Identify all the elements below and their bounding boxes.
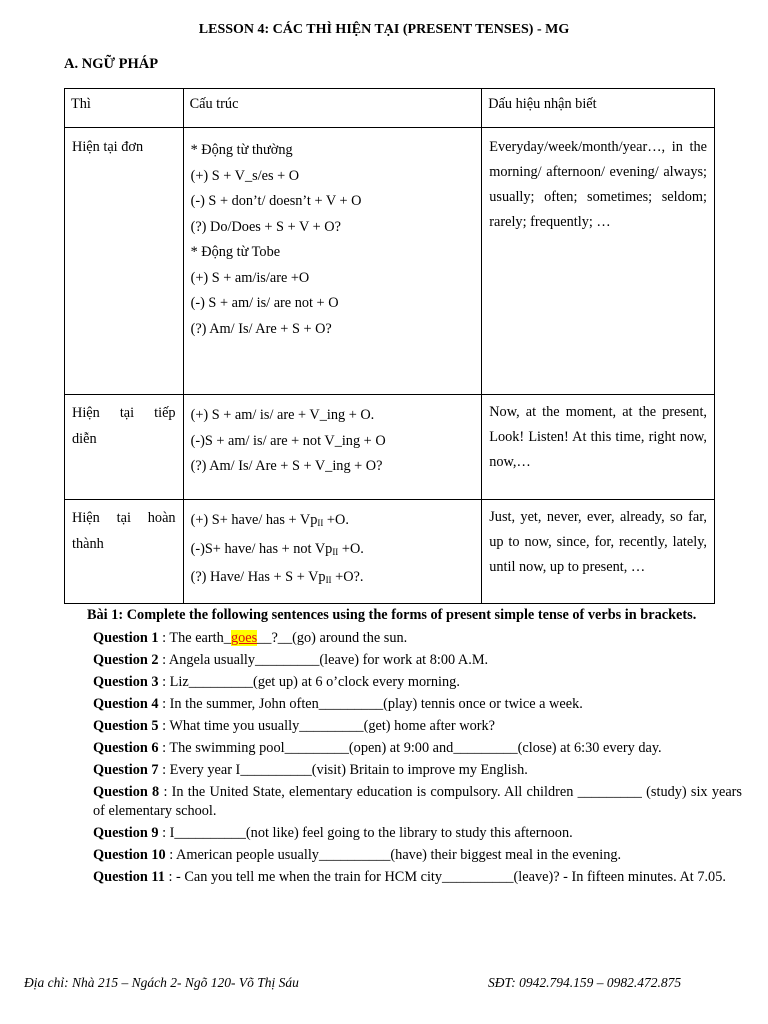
exercise-title: Bài 1: Complete the following sentences using the forms of present simple tense of verbs in brackets.: [87, 607, 697, 623]
question-label: Question 6: [93, 740, 159, 756]
structure-cell: [183, 128, 482, 395]
question-label: Question 2: [93, 652, 159, 668]
structure-line: (+) S + am/is/are +O: [190, 269, 310, 286]
question-item: Question 9 : I__________(not like) feel going to the library to study this afternoon.: [93, 825, 573, 841]
signs-cell: [482, 500, 715, 604]
header-cell-structure: Cấu trúc: [183, 89, 482, 128]
footer-address: Địa chỉ: Nhà 215 – Ngách 2- Ngõ 120- Võ Thị Sáu: [24, 975, 299, 990]
structure-cell: [183, 395, 482, 500]
question-label: Question 8: [93, 784, 160, 800]
structure-line: (+) S + V_s/es + O: [190, 167, 300, 184]
tense-name: Hiện tại tiếp diễn: [72, 405, 176, 447]
question-label: Question 3: [93, 674, 159, 690]
question-label: Question 1: [93, 630, 159, 646]
header-cell-signs: Dấu hiệu nhận biết: [482, 89, 715, 128]
table-header-row: [65, 89, 715, 128]
structure-line: (?) Do/Does + S + V + O?: [190, 218, 341, 235]
lesson-title: LESSON 4: CÁC THÌ HIỆN TẠI (PRESENT TENSES) - MG: [198, 22, 570, 37]
question-label: Question 9: [93, 825, 159, 841]
question-label: Question 5: [93, 718, 159, 734]
question-item: Question 2 : Angela usually_________(leave) for work at 8:00 A.M.: [93, 652, 489, 668]
structure-line: (+) S + am/ is/ are + V_ing + O.: [190, 407, 375, 423]
structure-line: (-) S + am/ is/ are not + O: [190, 295, 339, 311]
table-row-present-continuous: [65, 395, 715, 500]
structure-line: (?) Have/ Has + $S + Vp_{II} +O$?.: [190, 569, 364, 585]
header-cell-tense: Thì: [65, 89, 184, 128]
signs-cell: [482, 395, 715, 500]
structure-cell: [183, 500, 482, 604]
structure-line: (+) S+ have/ has + $Vp_{II} +O$.: [190, 512, 349, 528]
tense-name: Hiện tại hoàn thành: [72, 510, 176, 552]
table-row-present-perfect: [65, 500, 715, 604]
structure-line: (-)S + am/ is/ are + not V_ing + O: [190, 432, 386, 449]
question-item: Question 4 : In the summer, John often_________(play) tennis once or twice a week.: [93, 696, 583, 712]
question-item: Question 5 : What time you usually_________(get) home after work?: [93, 718, 495, 734]
question-item: Question 3 : Liz_________(get up) at 6 o’clock every morning.: [93, 674, 460, 690]
structure-line: * Động từ thường: [190, 142, 293, 158]
question-item: Question 1 : The earth_goes__?__(go) around the sun.: [93, 630, 408, 646]
highlighted-answer: goes: [230, 630, 258, 646]
tense-cell: [65, 395, 184, 500]
structure-line: (-)S+ have/ has + not $Vp_{II} +O$.: [190, 540, 364, 557]
exercise-section: [87, 606, 742, 890]
question-item: Question 10 : American people usually__________(have) their biggest meal in the evening.: [93, 847, 622, 863]
footer-phone: SĐT: 0942.794.159 – 0982.472.875: [488, 975, 682, 990]
question-item: Question 11 : - Can you tell me when the train for HCM city__________(leave)? - In fifteen minutes. At 7.05.: [93, 869, 726, 885]
table-row-present-simple: [65, 128, 715, 395]
structure-line: (?) Am/ Is/ Are + S + O?: [190, 320, 332, 337]
question-label: Question 11: [93, 869, 165, 885]
structure-line: (-) S + don’t/ doesn’t + V + O: [190, 193, 362, 209]
signs-cell: [482, 128, 715, 395]
tense-name: Hiện tại đơn: [72, 139, 144, 155]
question-item: Question 8 : In the United State, elementary education is compulsory. All children _________ (study) six years of elementary school.: [93, 784, 742, 819]
question-label: Question 10: [93, 847, 166, 863]
structure-line: (?) Am/ Is/ Are + S + V_ing + O?: [190, 458, 383, 474]
signs-text: Everyday/week/month/year…, in the morning/ afternoon/ evening/ always; usually; often; sometimes; seldom; rarely; frequently; …: [489, 139, 707, 230]
question-label: Question 4: [93, 696, 159, 712]
grammar-table: [64, 88, 715, 604]
tense-cell: [65, 128, 184, 395]
signs-text: Just, yet, never, ever, already, so far, up to now, since, for, recently, lately, until now, up to present, …: [489, 509, 707, 575]
question-label: Question 7: [93, 762, 159, 778]
signs-text: Now, at the moment, at the present, Look! Listen! At this time, right now, now,…: [489, 404, 707, 470]
section-heading: A. NGỮ PHÁP: [64, 56, 159, 72]
question-item: Question 7 : Every year I__________(visit) Britain to improve my English.: [93, 762, 528, 778]
structure-line: * Động từ Tobe: [190, 244, 281, 260]
tense-cell: [65, 500, 184, 604]
question-item: Question 6 : The swimming pool_________(open) at 9:00 and_________(close) at 6:30 every day.: [93, 740, 662, 756]
